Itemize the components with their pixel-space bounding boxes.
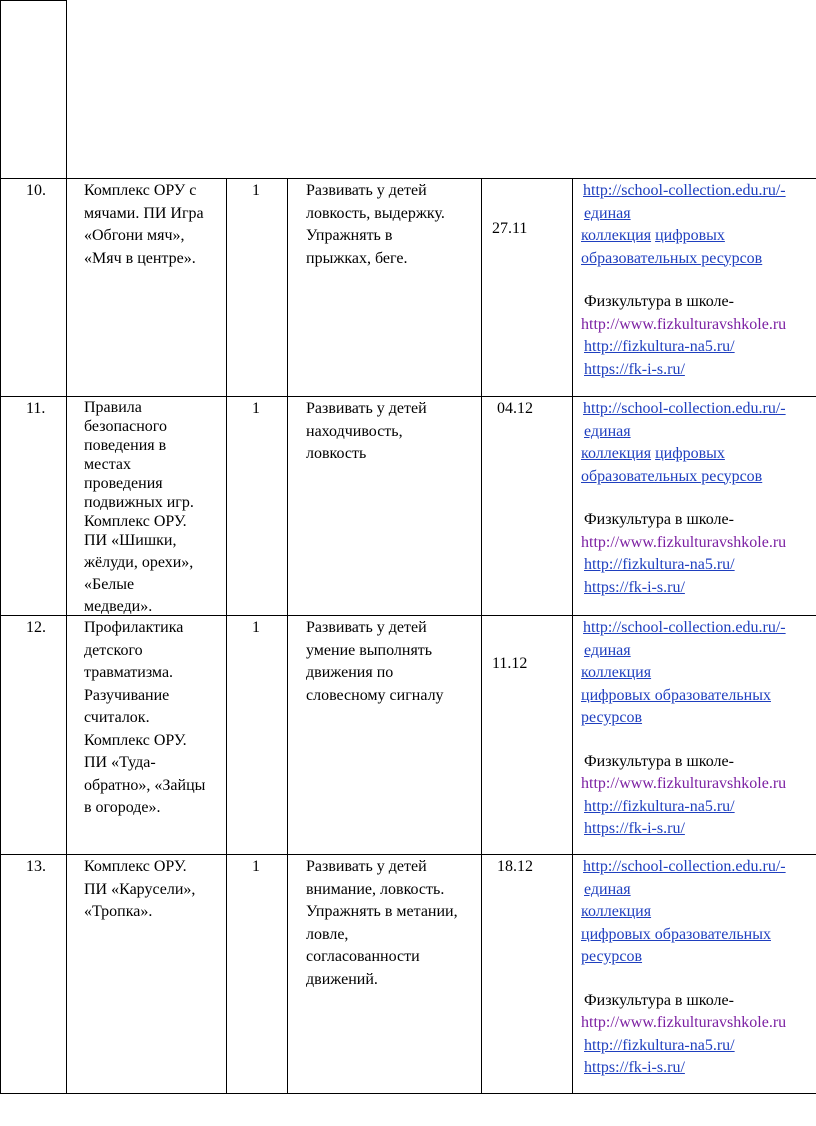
- school-collection-link[interactable]: цифровых: [655, 445, 725, 462]
- topic-line: местах: [84, 456, 132, 473]
- goal-line: ловле,: [306, 925, 349, 943]
- fizkultura-na5-link[interactable]: http://fizkultura-na5.ru/: [584, 797, 735, 815]
- goal-line: умение выполнять: [306, 641, 433, 659]
- school-collection-link[interactable]: образовательных ресурсов: [581, 467, 763, 485]
- table-border-col1-top: [66, 0, 67, 178]
- school-collection-link[interactable]: единая: [584, 422, 631, 440]
- column-border: [572, 178, 573, 1094]
- fizkultura-label: Физкультура в школе-: [584, 511, 734, 528]
- school-collection-link[interactable]: http://school-collection.edu.ru/-: [583, 400, 786, 417]
- topic-line: Разучивание: [84, 686, 170, 704]
- topic-line: Комплекс ОРУ с: [84, 182, 197, 199]
- topic-line: подвижных игр.: [84, 494, 194, 511]
- row-number: 11.: [26, 400, 46, 417]
- topic-line: Профилактика: [84, 619, 184, 636]
- topic-line: мячами. ПИ Игра: [84, 204, 204, 222]
- topic-line: безопасного: [84, 418, 167, 435]
- topic-line: в огороде».: [84, 799, 161, 816]
- fizkulturavshkole-link[interactable]: http://www.fizkulturavshkole.ru: [581, 775, 787, 792]
- column-border: [481, 178, 482, 1094]
- row-number: 10.: [26, 182, 46, 199]
- fizkulturavshkole-link[interactable]: http://www.fizkulturavshkole.ru: [581, 315, 787, 333]
- row-separator: [0, 854, 816, 855]
- row-number: 12.: [26, 619, 46, 636]
- lesson-date: 11.12: [492, 655, 528, 672]
- topic-line: считалок.: [84, 709, 150, 726]
- row-separator: [0, 1093, 816, 1094]
- fk-i-s-link[interactable]: https://fk-i-s.ru/: [584, 578, 685, 596]
- topic-line: «Обгони мяч»,: [84, 227, 185, 244]
- topic-line: Комплекс ОРУ.: [84, 858, 187, 875]
- table-border-top: [0, 0, 67, 1]
- lesson-topic: [84, 180, 204, 270]
- topic-line: Комплекс ОРУ.: [84, 513, 187, 530]
- topic-line: ПИ «Карусели»,: [84, 880, 196, 898]
- goal-line: Развивать у детей: [306, 182, 427, 199]
- goal-line: согласованности: [306, 948, 420, 965]
- school-collection-link[interactable]: коллекция: [581, 445, 652, 462]
- topic-line: жёлуди, орехи»,: [84, 554, 194, 571]
- lesson-date: 18.12: [497, 858, 533, 875]
- hours-count: 1: [252, 858, 260, 875]
- topic-line: «Мяч в центре».: [84, 249, 196, 267]
- goal-line: ловкость: [306, 445, 367, 462]
- fizkultura-na5-link[interactable]: http://fizkultura-na5.ru/: [584, 556, 735, 573]
- fk-i-s-link[interactable]: https://fk-i-s.ru/: [584, 820, 685, 837]
- goal-line: находчивость,: [306, 422, 403, 440]
- hours-count: 1: [252, 400, 260, 417]
- school-collection-link[interactable]: ресурсов: [581, 709, 643, 726]
- topic-line: проведения: [84, 475, 163, 492]
- school-collection-link[interactable]: образовательных ресурсов: [581, 249, 763, 267]
- table-border-left-top: [0, 0, 1, 178]
- school-collection-link[interactable]: коллекция: [581, 664, 652, 681]
- fizkulturavshkole-link[interactable]: http://www.fizkulturavshkole.ru: [581, 533, 787, 551]
- goal-line: ловкость, выдержку.: [306, 204, 445, 222]
- fizkultura-label: Физкультура в школе-: [584, 991, 734, 1009]
- row-separator: [0, 396, 816, 397]
- fizkulturavshkole-link[interactable]: http://www.fizkulturavshkole.ru: [581, 1014, 787, 1031]
- fizkultura-na5-link[interactable]: http://fizkultura-na5.ru/: [584, 1036, 735, 1054]
- school-collection-link[interactable]: цифровых образовательных: [581, 686, 771, 704]
- topic-line: медведи».: [84, 598, 153, 615]
- hours-count: 1: [252, 182, 260, 199]
- fizkultura-label: Физкультура в школе-: [584, 752, 734, 770]
- row-separator: [0, 178, 816, 179]
- topic-line: поведения в: [84, 437, 167, 454]
- school-collection-link[interactable]: единая: [584, 641, 631, 659]
- lesson-topic: [84, 398, 194, 616]
- resources-list: [581, 398, 786, 599]
- resources-list: [581, 180, 786, 381]
- school-collection-link[interactable]: цифровых: [655, 227, 725, 244]
- school-collection-link[interactable]: цифровых образовательных: [581, 925, 771, 943]
- topic-line: «Белые: [84, 576, 135, 593]
- lesson-goal: [306, 180, 445, 270]
- school-collection-link[interactable]: http://school-collection.edu.ru/-: [583, 182, 786, 199]
- goal-line: Развивать у детей: [306, 400, 427, 417]
- school-collection-link[interactable]: единая: [584, 204, 631, 222]
- table-border-left: [0, 178, 1, 1094]
- topic-line: травматизма.: [84, 664, 174, 681]
- topic-line: ПИ «Шишки,: [84, 532, 177, 549]
- topic-line: ПИ «Туда-: [84, 754, 156, 771]
- lesson-date: 04.12: [497, 400, 533, 417]
- goal-line: внимание, ловкость.: [306, 880, 445, 898]
- school-collection-link[interactable]: http://school-collection.edu.ru/-: [583, 619, 786, 636]
- goal-line: Упражнять в метании,: [306, 903, 458, 920]
- topic-line: детского: [84, 641, 143, 659]
- school-collection-link[interactable]: http://school-collection.edu.ru/-: [583, 858, 786, 875]
- goal-line: Развивать у детей: [306, 619, 427, 636]
- column-border: [226, 178, 227, 1094]
- topic-line: Правила: [84, 399, 142, 416]
- goal-line: прыжках, беге.: [306, 249, 408, 267]
- lesson-goal: [306, 617, 444, 707]
- column-border: [287, 178, 288, 1094]
- topic-line: обратно», «Зайцы: [84, 776, 206, 794]
- row-number: 13.: [26, 858, 46, 875]
- topic-line: «Тропка».: [84, 903, 153, 920]
- goal-line: Развивать у детей: [306, 858, 427, 875]
- school-collection-link[interactable]: единая: [584, 880, 631, 898]
- lesson-goal: [306, 856, 458, 991]
- hours-count: 1: [252, 619, 260, 636]
- fizkultura-na5-link[interactable]: http://fizkultura-na5.ru/: [584, 338, 735, 355]
- resources-list: [581, 856, 786, 1080]
- school-collection-link[interactable]: ресурсов: [581, 948, 643, 965]
- lesson-goal: [306, 398, 427, 466]
- lesson-topic: [84, 856, 195, 924]
- topic-line: Комплекс ОРУ.: [84, 731, 187, 749]
- lesson-topic: [84, 617, 205, 820]
- goal-line: движений.: [306, 970, 378, 988]
- goal-line: движения по: [306, 664, 394, 681]
- resources-list: [581, 617, 786, 841]
- column-border: [66, 178, 67, 1094]
- fizkultura-label: Физкультура в школе-: [584, 293, 734, 310]
- goal-line: Упражнять в: [306, 227, 393, 244]
- fk-i-s-link[interactable]: https://fk-i-s.ru/: [584, 360, 685, 378]
- fk-i-s-link[interactable]: https://fk-i-s.ru/: [584, 1059, 685, 1076]
- goal-line: словесному сигналу: [306, 686, 444, 704]
- lesson-date: 27.11: [492, 220, 528, 237]
- school-collection-link[interactable]: коллекция: [581, 903, 652, 920]
- school-collection-link[interactable]: коллекция: [581, 227, 652, 244]
